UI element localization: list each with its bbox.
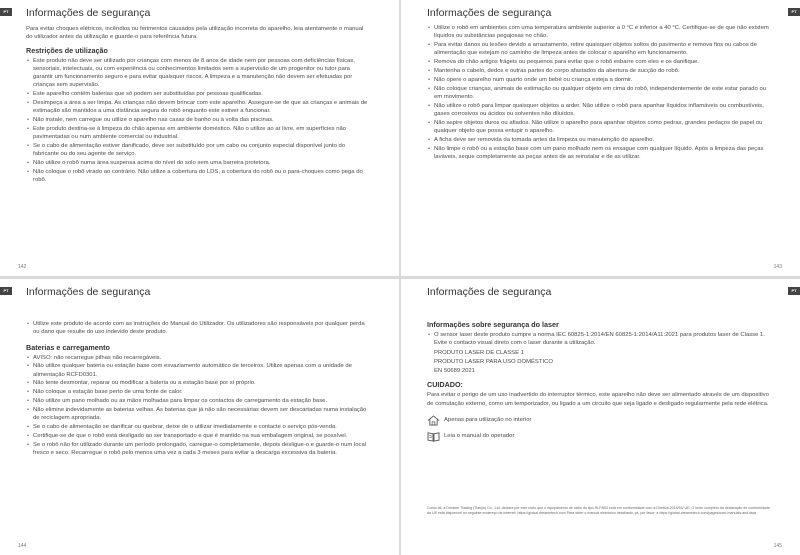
language-tab: PT [788, 287, 800, 295]
list-item: • Não coloque crianças, animais de estimação ou qualquer objeto em cima do robô, independentemente de este estar parado ou em movimento. [427, 85, 772, 102]
section-title: Restrições de utilização [26, 45, 108, 55]
list-item: • Desimpeça a área a ser limpa. As crianças não devem brincar com este aparelho. Assegure-se de que as crianças e animais de estimação são mantidos a uma distância segura do robô enquanto este estiver a funcionar. [26, 99, 371, 116]
list-item: • Não tente desmontar, reparar ou modificar a bateria ou a estação base por si próprio. [26, 379, 371, 387]
laser-list [427, 331, 772, 348]
page-body [26, 320, 371, 458]
manual-page-142 [0, 0, 399, 276]
laser-section-title: Informações sobre segurança do laser [427, 320, 559, 329]
page-body [427, 24, 772, 162]
list-item: • Não utilize o robô numa área suspensa acima do nível do solo sem uma barreira protetora. [26, 159, 371, 167]
page-number: 142 [18, 264, 27, 270]
list-item: • Utilize este produto de acordo com as instruções do Manual do Utilizador. Os utilizadores são responsáveis por qualquer perda ou dano que resulte do uso indevido deste produto. [26, 320, 371, 337]
list-item: • AVISO: não recarregue pilhas não recarregáveis. [26, 354, 371, 362]
list-item: • Não coloque o robô virado ao contrário. Não utilize a cobertura do LDS, a cobertura do robô ou o para-choques como pega do robô. [26, 168, 371, 185]
page-title: Informações de segurança [26, 7, 151, 19]
open-book-icon [427, 431, 440, 442]
list-item: • Não utilize qualquer bateria ou estação base com esvaziamento automático de terceiros. Utilize apenas com a unidade de alimentação RCFD0301. [26, 362, 371, 379]
list-item: • Não elimine indevidamente as baterias velhas. As baterias que já não são necessárias devem ser descartadas numa instalação de reciclagem apropriada. [26, 406, 371, 423]
page-body [427, 320, 772, 442]
indoor-use-label: Apenas para utilização no interior [444, 417, 532, 424]
list-item: • Não instale, nem carregue ou utilize o aparelho nas casas de banho ou à volta das piscinas. [26, 116, 371, 124]
list-item: • Não aspire objetos duros ou afiados. Não utilize o aparelho para apanhar objetos como pedras, grandes pedaços de papel ou qualquer objeto que possa entupir o aparelho. [427, 119, 772, 136]
page-title: Informações de segurança [427, 286, 552, 298]
section-title: Baterias e carregamento [26, 342, 110, 352]
list-item: • O sensor laser deste produto cumpre a norma IEC 60825-1:2014/EN 60825-1:2014/A11:2021 para produtos laser de Classe 1. Evite o contacto visual direto com o laser durante a utilização. [427, 331, 772, 348]
house-icon [427, 415, 440, 426]
bullet-list [26, 354, 371, 458]
read-manual-row [427, 431, 772, 442]
list-item: • Certifique-se de que o robô está desligado ao ser transportado e que é mantido na sua embalagem original, se possível. [26, 432, 371, 440]
page-number: 144 [18, 543, 27, 549]
list-item: • Este produto destina-se à limpeza do chão apenas em ambiente doméstico. Não o utilize ao ar livre, em superfícies não pavimentadas ou num ambiente comercial ou industrial. [26, 125, 371, 142]
intro-paragraph: Para evitar choques elétricos, incêndios ou ferimentos causados pela utilização incorreta do aparelho, leia atentamente o manual do utilizador antes da utilização e guarde-o para referência futura. [26, 26, 364, 41]
list-item: • Mantenha o cabelo, dedos e outras partes do corpo afastados da abertura de sucção do robô. [427, 67, 772, 75]
language-tab: PT [788, 8, 800, 16]
caution-text: Para evitar o perigo de um uso inadvertido do interruptor térmico, este aparelho não deve ser alimentado através de um dispositivo de comutação externo, como um temporizador, ou ligado a um circuito que seja ligado e desligado regularmente pela rede elétrica. [427, 392, 769, 407]
language-tab: PT [0, 8, 12, 16]
list-item: • Se o cabo de alimentação se danificar ou quebrar, deixe de o utilizar imediatamente e contacte o serviço pós-venda. [26, 423, 371, 431]
language-tab: PT [0, 287, 12, 295]
list-item: • Não utilize o robô para limpar quaisquer objetos a arder. Não utilize o robô para apanhar líquidos inflamáveis ou combustíveis, gases corrosivos ou ácidos ou solventes não diluídos. [427, 102, 772, 119]
bullet-list [427, 24, 772, 161]
manual-page-145 [401, 279, 800, 555]
list-item: • Não limpe o robô ou a estação base com um pano molhado nem os enxague com qualquer líquido. Após a limpeza das peças laváveis, seque completamente as peças antes de as reinstalar e de as utilizar. [427, 145, 772, 162]
list-item: • Se o cabo de alimentação estiver danificado, deve ser substituído por um cabo ou conjunto especial disponível junto do fabricante ou do seu agente de serviço. [26, 142, 371, 159]
list-item: • A ficha deve ser removida da tomada antes da limpeza ou manutenção do aparelho. [427, 136, 772, 144]
intro-list [26, 320, 371, 337]
list-item: • Não utilize um pano molhado ou as mãos molhadas para limpar os contactos de carregamento da estação base. [26, 397, 371, 405]
list-item: • Remova do chão artigos frágeis ou pequenos para evitar que o robô esbarre com eles e os danifique. [427, 58, 772, 66]
list-item: • Utilize o robô em ambientes com uma temperatura ambiente superior a 0 °C e inferior a 40 °C. Certifique-se de que não existem líquidos ou substâncias pegajosas no chão. [427, 24, 772, 41]
list-item: • Para evitar danos ou lesões devido a arrastamento, retire quaisquer objetos soltos do pavimento e remova fios ou cabos de alimentação que estejam no caminho de limpeza antes de colocar o aparelho em funcionamento. [427, 41, 772, 58]
page-number: 145 [773, 543, 782, 549]
page-title: Informações de segurança [427, 7, 552, 19]
indoor-use-row [427, 415, 772, 426]
manual-page-143 [401, 0, 800, 276]
caution-title: CUIDADO: [427, 380, 463, 390]
page-title: Informações de segurança [26, 286, 151, 298]
laser-domestic-line: PRODUTO LASER PARA USO DOMÉSTICO [434, 358, 553, 365]
laser-class-line: PRODUTO LASER DE CLASSE 1 [434, 349, 524, 356]
bullet-list [26, 57, 371, 185]
list-item: • Este aparelho contém baterias que só podem ser substituídas por pessoas qualificadas. [26, 90, 371, 98]
page-body [26, 25, 371, 185]
declaration-footnote: Como tal, a Dreame Trading (Tianjin) Co., Ltd. declara por este meio que o equipamento de rádio do tipo RLF85D está em conformidade com a Diretiva 2014/53/ UE. O texto completo da declaração de conformidade da UE está disponível no seguinte endereço de internet: https://global.dreametech.com Para obter o manual eletrónico detalhado, vá, por favor, a https://global.dreametech.com/pages/user-manuals-and-faqs [427, 506, 771, 515]
list-item: • Se o robô não for utilizado durante um período prolongado, carregue-o completamente, depois desligue-o e guarde-o num local fresco e seco. Recarregue o robô pelo menos uma vez a cada 3 meses para evitar a descarga excessiva da bateria. [26, 441, 371, 458]
read-manual-label: Leia o manual do operador [444, 433, 515, 440]
list-item: • Não coloque a estação base perto de uma fonte de calor. [26, 388, 371, 396]
page-number: 143 [773, 264, 782, 270]
laser-standard-line: EN 50689:2021 [434, 368, 475, 375]
manual-page-144 [0, 279, 399, 555]
list-item: • Este produto não deve ser utilizado por crianças com menos de 8 anos de idade nem por pessoas com deficiências físicas, sensoriais, intelectuais, ou com experiência ou conhecimentos limitados sem a supervisão de um progenitor ou tutor para garantir um funcionamento seguro e para evitar quaisquer riscos. A limpeza e a manutenção não devem ser efetuadas por crianças sem supervisão. [26, 57, 371, 90]
list-item: • Não opere o aparelho num quarto onde um bebé ou criança esteja a dormir. [427, 76, 772, 84]
